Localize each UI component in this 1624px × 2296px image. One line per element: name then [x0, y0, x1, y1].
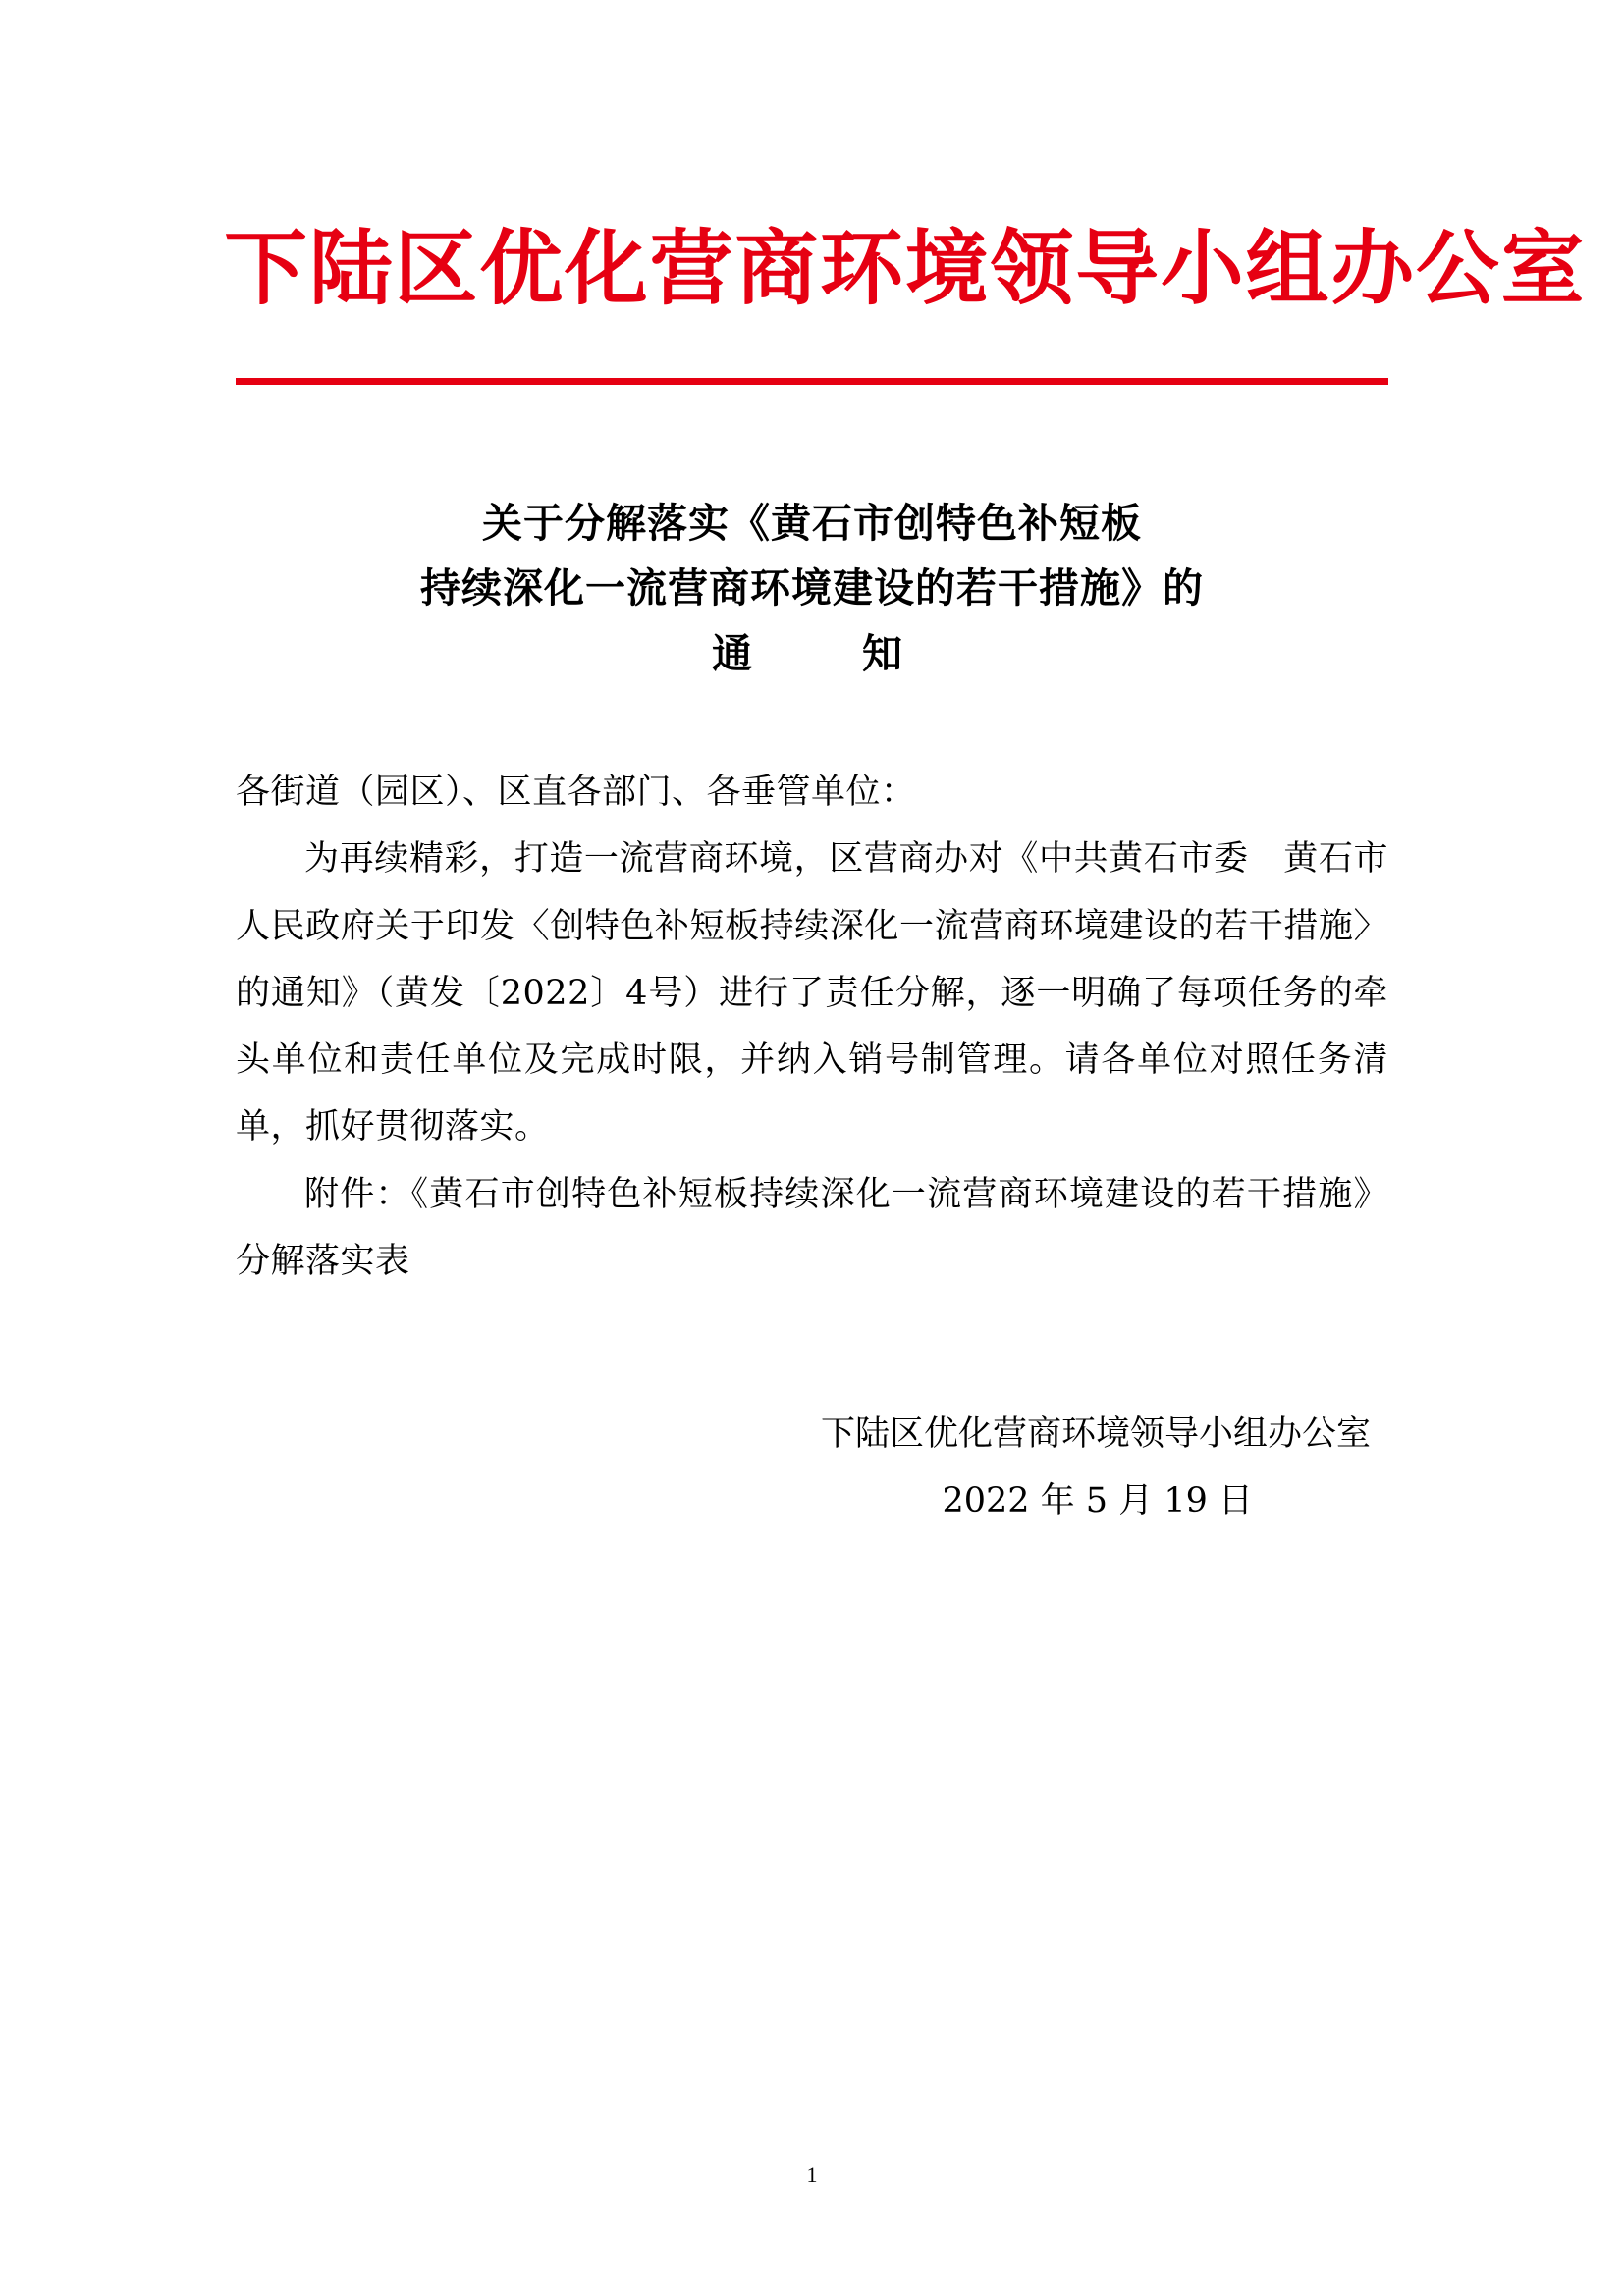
letterhead-title: 下陆区优化营商环境领导小组办公室 [224, 221, 1587, 316]
page-title [236, 491, 1388, 686]
signature-date: 2022 年 5 月 19 日 [942, 1481, 1253, 1522]
letterhead-divider [236, 378, 1388, 385]
signature-organization: 下陆区优化营商环境领导小组办公室 [820, 1415, 1371, 1455]
page-title-line-2: 持续深化一流营商环境建设的若干措施》的 [420, 564, 1204, 613]
document-body [236, 759, 1388, 1295]
letterhead [224, 0, 1587, 385]
body-paragraph-1: 为再续精彩，打造一流营商环境，区营商办对《中共黄石市委 黄石市人民政府关于印发〈创特色补短板持续深化一流营商环境建设的若干措施〉的通知》（黄发〔2022〕4号）进行了责任分解，逐一明确了每项任务的牵头单位和责任单位及完成时限，并纳入销号制管理。请各单位对照任务清单，抓好贯彻落实。 [236, 839, 1388, 1148]
page-title-line-3: 通 知 [712, 629, 912, 677]
salutation: 各街道（园区）、区直各部门、各垂管单位： [236, 773, 916, 813]
signature-block [236, 1401, 1388, 1535]
page-title-line-1: 关于分解落实《黄石市创特色补短板 [482, 500, 1142, 547]
attachment-line: 附件：《黄石市创特色补短板持续深化一流营商环境建设的若干措施》分解落实表 [236, 1174, 1388, 1281]
page-number: 1 [806, 2163, 818, 2187]
